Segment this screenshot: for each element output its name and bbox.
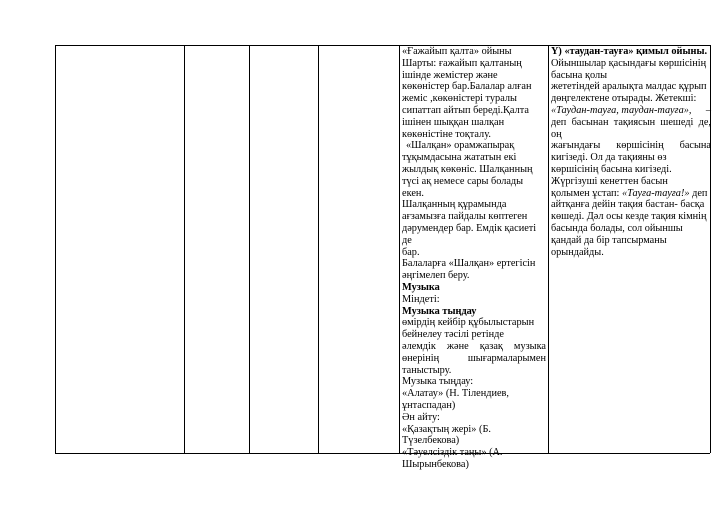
text-line: өмірдің кейбір құбылыстарын <box>402 317 535 329</box>
table-col-divider-5 <box>548 45 549 453</box>
text-line: таныстыру. <box>402 364 452 376</box>
table-border-bottom <box>55 453 710 454</box>
text-line: әңгімелеп беру. <box>402 270 470 282</box>
song-item: «Қазақтың жері» (Б. <box>402 423 491 435</box>
text-line: ағзамызға пайдалы көптеген <box>402 211 528 223</box>
text-line <box>551 188 711 200</box>
text-line: көкөністіне тоқталу. <box>402 128 491 140</box>
text-line: сипаттап айтып береді.Қалта <box>402 104 529 116</box>
music-heading: Музыка <box>402 281 440 293</box>
task-label: Міндеті: <box>402 293 440 305</box>
text-line: Ойыншылар қасындағы көршісінің <box>551 57 707 69</box>
table-col-divider-4 <box>399 45 400 453</box>
activity-cell-games-music <box>402 46 546 471</box>
text-line: көкөністер бар.Балалар алған <box>402 81 532 93</box>
movement-game-title: Ү) «таудан-тауға» қимыл ойыны. <box>551 46 708 57</box>
text-line: бейнелеу тәсілі ретінде <box>402 329 504 341</box>
text-line: Балаларға «Шалқан» ертегісін <box>402 258 536 270</box>
singing-label: Ән айту: <box>402 411 440 423</box>
song-item: Түзелбекова) <box>402 435 460 447</box>
text-line: жеміс ,көкөністері туралы <box>402 93 517 105</box>
text-line: айтқанға дейін тақия бастан- басқа <box>551 199 705 211</box>
activity-cell-movement-game <box>551 46 711 258</box>
text-line: көшеді. Дәл осы кезде тақия кімнің <box>551 211 707 223</box>
song-item: Шырынбекова) <box>402 458 469 470</box>
text-line: жететіндей аралықта малдас құрып <box>551 81 707 93</box>
text-line: өнерінің шығармаларымен <box>402 352 546 364</box>
text-line: жағындағы көршісінің басына <box>551 140 711 152</box>
text-fragment: деп <box>689 187 708 199</box>
table-col-divider-1 <box>184 45 185 453</box>
listening-label: Музыка тыңдау: <box>402 376 474 388</box>
listening-item: «Алатау» (Н. Тілендиев, <box>402 388 509 400</box>
table-col-divider-2 <box>249 45 250 453</box>
music-task-text <box>402 317 546 376</box>
text-line: деп басынан тақиясын шешеді де, оң <box>551 116 711 140</box>
text-line: басына қолы <box>551 69 608 81</box>
text-line: орындайды. <box>551 246 604 258</box>
game-description <box>402 46 546 282</box>
text-line: дөңгелектене отырады. Жетекші: <box>551 93 697 105</box>
text-line: Шалқанның құрамында <box>402 199 507 211</box>
music-listening-heading: Музыка тыңдау <box>402 305 477 317</box>
text-line: «Ғажайып қалта» ойыны <box>402 46 512 57</box>
text-line: бар. <box>402 246 420 258</box>
table-col-divider-3 <box>318 45 319 453</box>
chant-text: «Тауға-тауға!» <box>621 187 690 199</box>
text-line: Шарты: ғажайып қалтаның <box>402 57 522 69</box>
text-line: жылдық көкөніс. Шалқанның <box>402 163 533 175</box>
listening-item: ұнтаспадан) <box>402 399 456 411</box>
text-line: ішінен шыққан шалқан <box>402 116 505 128</box>
text-line <box>551 105 711 117</box>
text-line: қандай да бір тапсырманы <box>551 234 667 246</box>
text-line: тұқымдасына жататын екі <box>402 152 517 164</box>
text-line: басында болады, сол ойыншы <box>551 222 683 234</box>
chant-text: «Таудан-тауға, таудан-тауға», <box>551 104 692 116</box>
text-line: көршісінің басына кигізеді. <box>551 163 672 175</box>
text-line: ішінде жемістер және <box>402 69 498 81</box>
dash: – <box>705 104 711 116</box>
text-line: әлемдік және қазақ музыка <box>402 340 546 352</box>
song-item: «Тәуелсіздік таңы» (А. <box>402 447 503 459</box>
text-line: дәрумендер бар. Емдік қасиеті де <box>402 222 537 246</box>
text-line: түсі ақ немесе сары болады екен. <box>402 175 524 199</box>
text-line: «Шалқан» орамжапырақ <box>406 140 515 152</box>
table-border-left <box>55 45 56 453</box>
text-fragment: қолымен ұстап: <box>551 187 622 199</box>
text-line: Жүргізуші кенеттен басын <box>551 175 668 187</box>
text-line: кигізеді. Ол да тақияны өз <box>551 152 667 164</box>
